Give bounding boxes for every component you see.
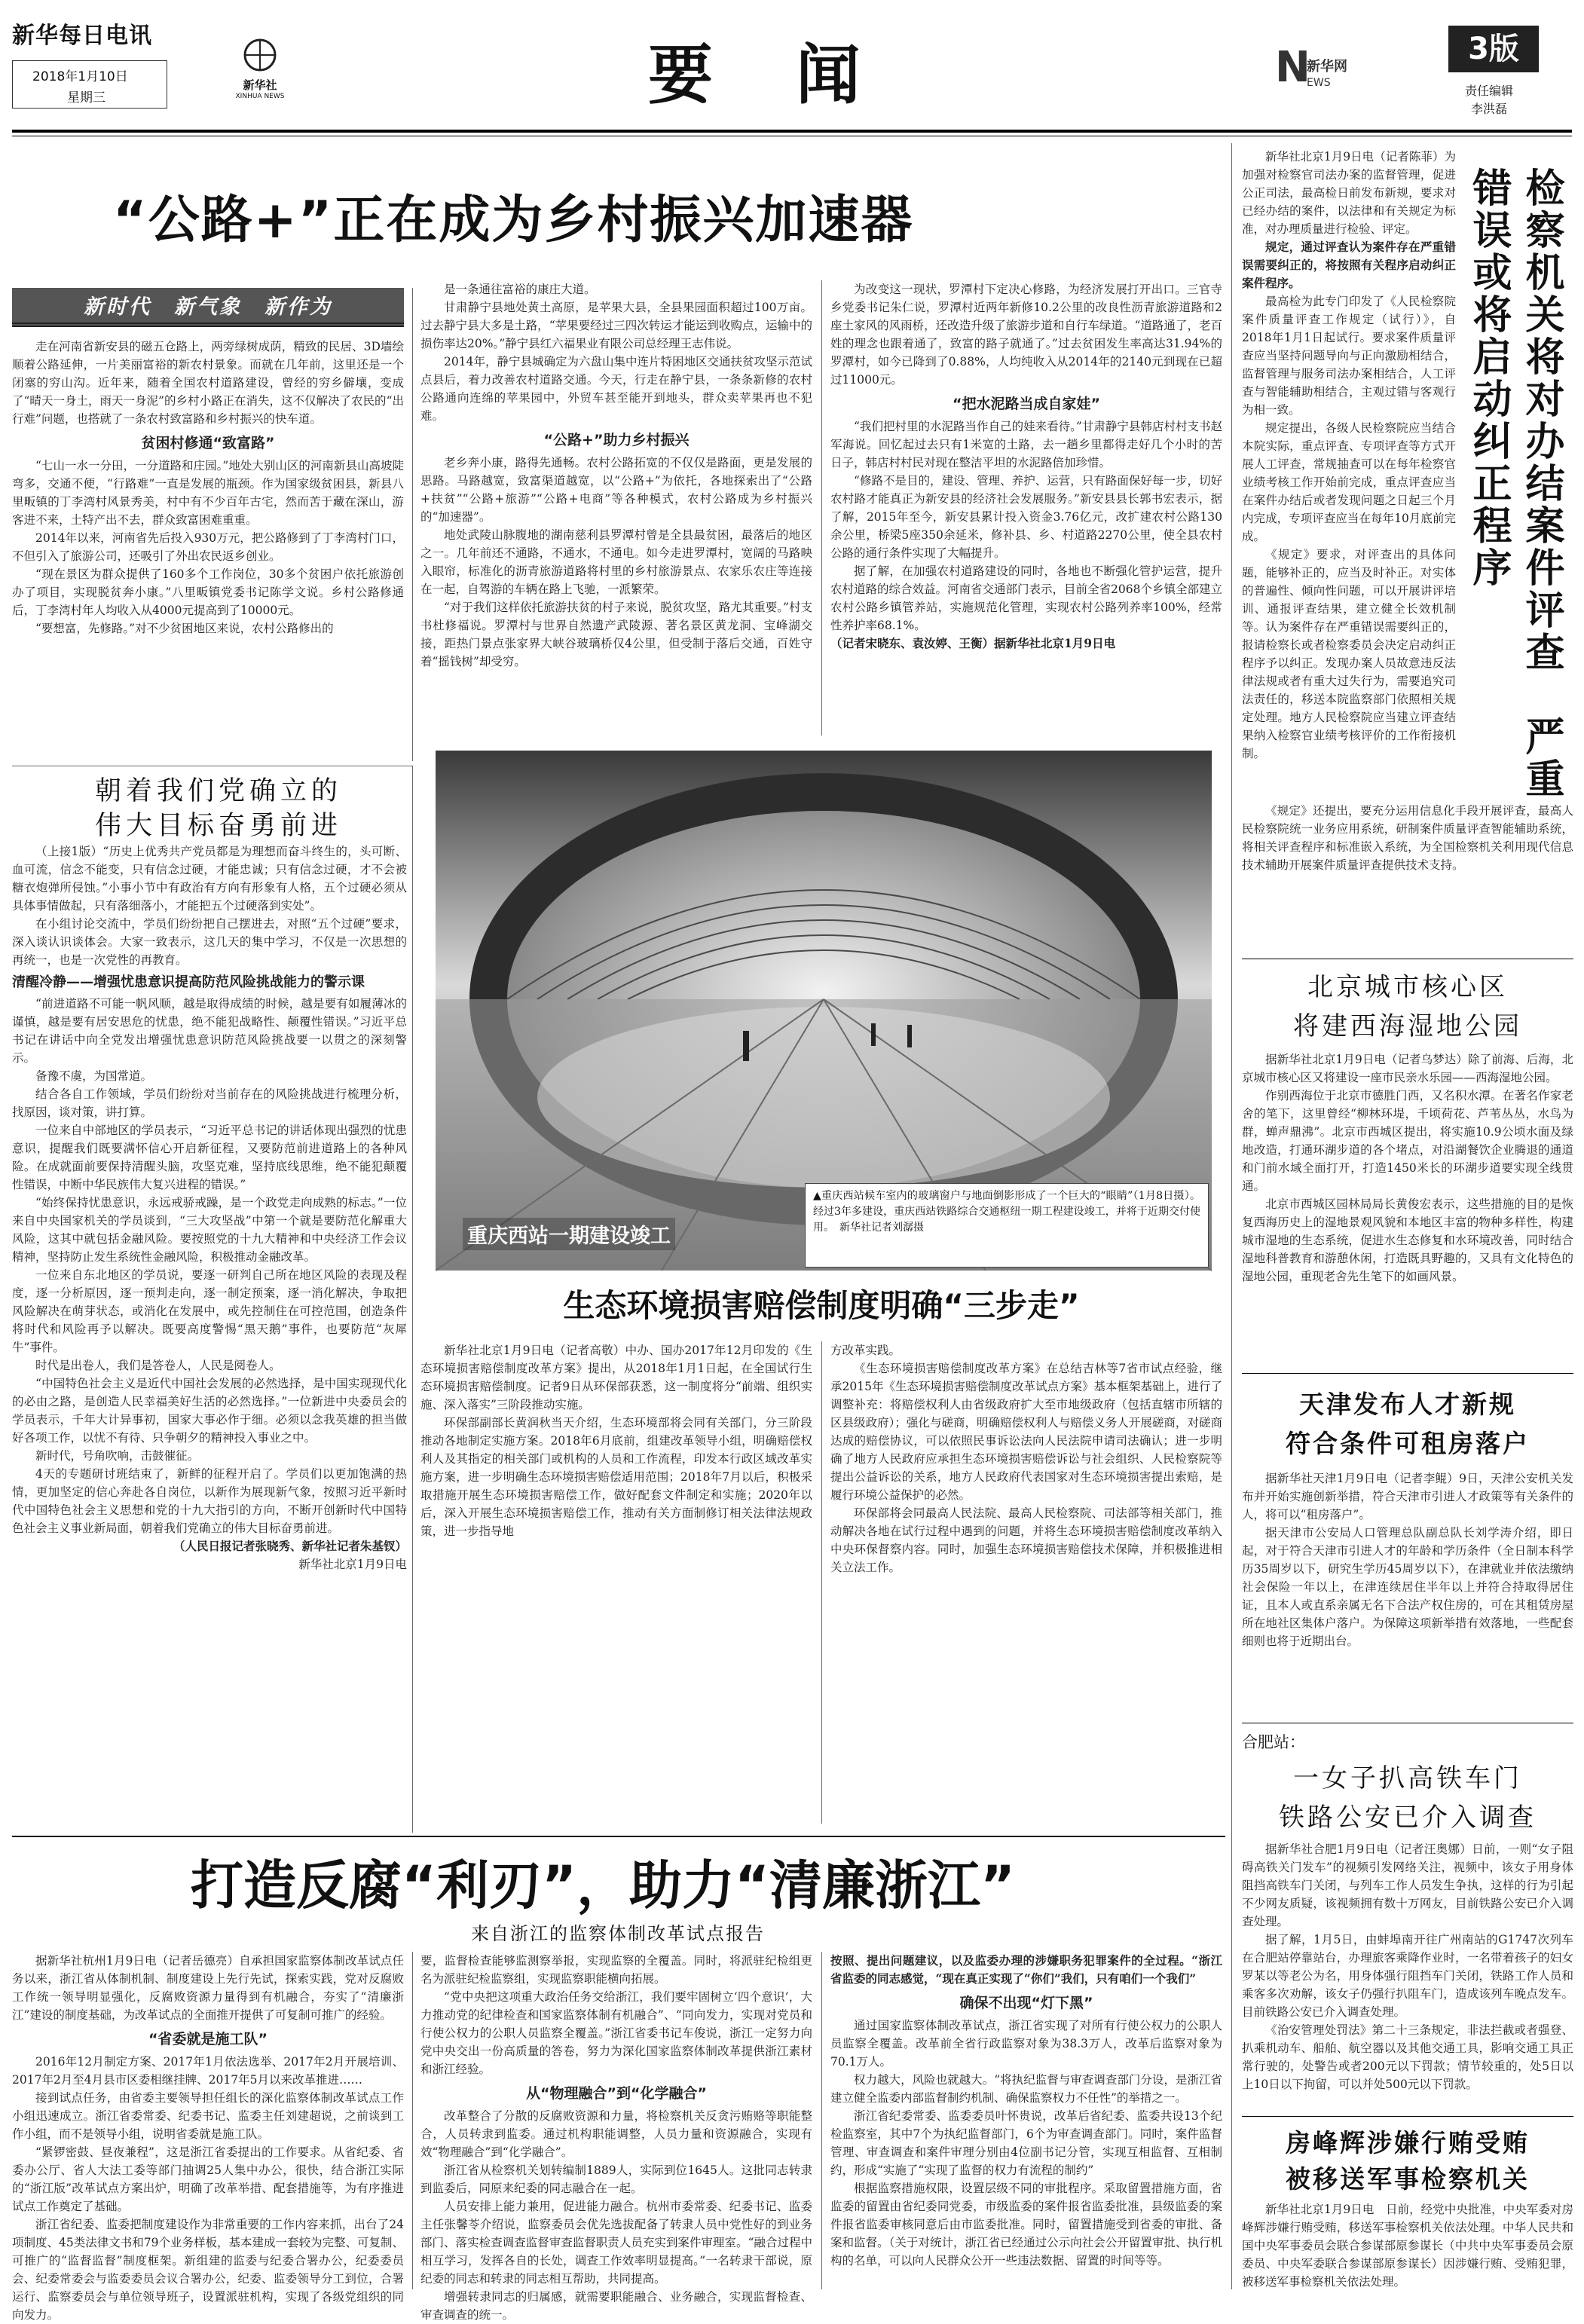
svg-text:新华网: 新华网 <box>1307 59 1347 75</box>
procuratorate-col <box>1242 148 1456 799</box>
eco-col2 <box>830 1341 1222 1831</box>
zhejiang-col1 <box>12 1952 404 2322</box>
zhejiang-subhead-1: “省委就是施工队” <box>148 2031 268 2047</box>
headline-fang-line1: 房峰辉涉嫌行贿受贿 <box>1286 2128 1530 2157</box>
section-rule <box>1242 2116 1573 2117</box>
road-p1: “七山一水一分田，一分道路和庄园。”地处大别山区的河南新县山高坡陡弯多，交通不便，“行路难”一直是发展的瓶颈。作为国家级贫困县，新县八里畈镇的丁李湾村风景秀美，村中有不少百年古宅，然而苦于藏在深山，游客进不来，土特产出不去，群众致富困难重重。 <box>12 459 404 527</box>
road-p2: 2014年以来，河南省先后投入930万元，把公路修到了丁李湾村门口，不但引入了旅游公司，还吸引了外出农民返乡创业。 <box>12 531 404 563</box>
hefei-p3: 《治安管理处罚法》第二十三条规定，非法拦截或者强登、扒乘机动车、船舶、航空器以及其他交通工具，影响交通工具正常行驶的，处警告或者200元以下罚款；情节较重的，处5日以上10日以下拘留，可以并处500元以下罚款。 <box>1242 2023 1573 2091</box>
party-p9: 时代是出卷人，我们是答卷人，人民是阅卷人。 <box>35 1359 281 1372</box>
road-c2p4: 老乡奔小康，路得先通畅。农村公路拓宽的不仅仅是路面，更是发展的思路。马路越宽，致富渠道越宽，以“公路+”为依托，各地探索出了“公路+扶贫”“公路+旅游”“公路+电商”等各种模式，农村公路成为乡村振兴的“加速器”。 <box>420 456 812 524</box>
road-c2p2: 甘肃静宁县地处黄土高原，是苹果大县，全县果园面积超过100万亩。过去静宁县大多是土路，“苹果要经过三四次转运才能运到收购点，运输中的损伤率达20%。”静宁县红六福果业有限公司总经理王志伟说。 <box>420 301 812 350</box>
party-p1: （上接1版）“历史上优秀共产党员都是为理想而奋斗终生的，头可断、血可流，信念不能变，只有信念过硬，才能忠诚；只有信念过硬，才不会被糖衣炮弹所侵蚀。”小事小节中有政治有方向有形象有人格，五个过硬必须从具体事情做起，只有落细落小，才能把五个过硬落到实处”。 <box>12 845 407 913</box>
party-p4: 备豫不虞，为国常道。 <box>35 1069 153 1083</box>
party-p10: “中国特色社会主义是近代中国社会发展的必然选择，是中国实现现代化的必由之路，是创造人民幸福美好生活的必然选择。”一位新进中央委员会的学员表示，千年大计异事初，国家大事必作于细。必须以念我英雄的担当做好各项工作，以忧不有待、只争朝夕的精神投入事业之中。 <box>12 1377 407 1445</box>
party-col <box>12 842 407 1831</box>
masthead-rule <box>12 130 1572 133</box>
road-c3p3: “修路不是目的，建设、管理、养护、运营，只有路面保好每一步，切好农村路才能真正为新安县的经济社会发展服务。”新安县县长郭书宏表示，据了解，2015年至今，新安县累计投入资金3.76亿元，改扩建农村公路130余公里，桥梁5座350余延米，修补县、乡、村道路2270公里，使全县农村公路的通行条件实现了大幅提升。 <box>830 474 1222 560</box>
hefei-p1: 据新华社合肥1月9日电（记者汪奥娜）日前，一则“女子阻碍高铁关门发车”的视频引发网络关注，视频中，该女子用身体阻挡高铁车门关闭，与列车工作人员发生争执，这样的行为引起不少网友质疑，该视频拥有数十万网友，目前铁路公安已介入调查处理。 <box>1242 1842 1573 1928</box>
road-p3: “现在景区为群众提供了160多个工作岗位，30多个贫困户依托旅游创办了项目，实现脱贫奔小康。”八里畈镇党委书记陈学文说。乡村公路修通后，丁李湾村年人均收入从4000元提高到了10000元。 <box>12 567 404 617</box>
procuratorate-p2: 规定，通过评查认为案件存在严重错误需要纠正的，将按照有关程序启动纠正案件程序。 <box>1242 240 1456 290</box>
road-col2 <box>420 280 812 735</box>
section-title: 要 闻 <box>648 37 870 113</box>
procuratorate-col-wide <box>1242 802 1573 953</box>
eco-p4: 《生态环境损害赔偿制度改革方案》在总结吉林等7省市试点经验，继承2015年《生态环境损害赔偿制度改革试点方案》基本框架基础上，进行了调整补充：将赔偿权利人由省级政府扩大至市地级政府（包括直辖市所辖的区县级政府）；强化与磋商，明确赔偿权利人与赔偿义务人开展磋商，对磋商达成的赔偿协议，可以依照民事诉讼法向人民法院申请司法确认；进一步明确了地方人民政府应承担生态环境损害赔偿诉讼与社会组织、人民检察院等提出公益诉讼的关系，地方人民政府代表国家对生态环境损害提出索赔，是履行环境公益保护的必然。 <box>830 1362 1222 1502</box>
eco-p3: 方改革实践。 <box>830 1344 901 1357</box>
eco-p1: 新华社北京1月9日电（记者高敬）中办、国办2017年12月印发的《生态环境损害赔偿制度改革方案》提出，从2018年1月1日起，在全国试行生态环境损害赔偿制度。记者9日从环保部获悉，这一制度将分“前端、组织实施、深入落实”三阶段推动实施。 <box>420 1344 812 1411</box>
zhejiang-c3p2: 通过国家监察体制改革试点，浙江省实现了对所有行使公权力的公职人员监察全覆盖。改革前全省行政监察对象为38.3万人，改革后监察对象为70.1万人。 <box>830 2019 1222 2069</box>
road-c3p2: “我们把村里的水泥路当作自己的娃来看待。”甘肃静宁县韩店村村支书赵军海说。回忆起过去只有1米宽的土路，去一趟乡里都得走好几个小时的苦日子，韩店村村民对现在整洁平坦的水泥路倍加珍惜。 <box>830 420 1222 469</box>
zhejiang-p4: “紧锣密鼓、昼夜兼程”，这是浙江省委提出的工作要求。从省纪委、省委办公厅、省人大法工委等部门抽调25人集中办公，很快，结合浙江实际的“浙江版”改革试点方案出炉，明确了改革举措、配套措施等，为有序推进试点工作奠定了基础。 <box>12 2145 404 2213</box>
party-p11: 新时代，号角吹响，击鼓催征。 <box>35 1449 200 1463</box>
issue-date: 2018年1月10日 <box>32 69 128 84</box>
headline-party-line1: 朝着我们党确立的 <box>94 776 342 806</box>
zhejiang-c3p3: 权力越大，风险也就越大。“将执纪监督与审查调查部门分设，是浙江省建立健全监委内部监督制约机制、确保监察权力不任性”的举措之一。 <box>830 2073 1222 2105</box>
page-number-box <box>1448 26 1539 72</box>
beijing-p3: 北京市西城区园林局局长黄俊宏表示，这些措施的目的是恢复西海历史上的湿地景观风貌和本地区丰富的物种多样性，构建城市湿地的生态系统，促进水生态修复和水环境改善，同时结合湿地科普教育和游憩休闲，打造既具野趣的，又具有文化特色的湿地公园，重现老舍先生笔下的如画风景。 <box>1242 1197 1573 1283</box>
eco-p5: 环保部将会同最高人民法院、最高人民检察院、司法部等相关部门，推动解决各地在试行过程中遇到的问题，并将生态环境损害赔偿制度改革纳入中央环保督察内容。同时，加强生态环境损害赔偿技术保障，并积极推进相关立法工作。 <box>830 1506 1222 1574</box>
logo-left-text: 新华社 <box>243 78 277 92</box>
eco-col1 <box>420 1341 812 1831</box>
col-divider <box>412 1952 413 2289</box>
station-photo <box>436 751 1212 1271</box>
road-subhead-3: “把水泥路当成自家娃” <box>953 396 1100 412</box>
tianjin-col <box>1242 1469 1573 1718</box>
zhejiang-col3 <box>830 1952 1222 2289</box>
zhejiang-p5: 浙江省纪委、监委把制度建设作为非常重要的工作内容来抓，出台了24项制度、45类法律文书和79个业务样板，基本建成一套较为完整、可复制、可推广的“监督监督”制度框架。新组建的监委与纪委合署办公，纪委委员会、纪委常委会与监委委员会议合署办公，纪委、监委领导分工到位，合署运行、监察委员会与单位领导班子，设置派驻机构，实现了各级党组织的同向发力。 <box>12 2218 404 2322</box>
zhejiang-p3: 接到试点任务，由省委主要领导担任组长的深化监察体制改革试点工作小组迅速成立。浙江省委常委、纪委书记、监委主任刘建超说，之前谈到工作小组，而不是领导小组，说明省委就是施工队。 <box>12 2091 404 2141</box>
zhejiang-c2p3: 改革整合了分散的反腐败资源和力量，将检察机关反贪污贿赂等职能整合，人员转隶到监委。通过机构职能调整，人员力量和资源融合，实现有效“物理融合”到“化学融合”。 <box>420 2109 812 2159</box>
page-number: 3版 <box>1468 32 1519 66</box>
col-divider <box>1231 143 1232 1153</box>
road-c2p3: 2014年，静宁县城确定为六盘山集中连片特困地区交通扶贫攻坚示范试点县后，着力改善农村道路交通。今天，行走在静宁县，一条条新修的农村公路通向连绵的苹果园中，外贸车甚至能开到地头，群众卖苹果再也不犯难。 <box>420 355 812 423</box>
headline-hefei-line2: 铁路公安已介入调查 <box>1279 1803 1537 1833</box>
party-credit: （人民日报记者张晓秀、新华社记者朱基钗） <box>173 1539 407 1553</box>
col-divider <box>1231 1153 1232 2289</box>
zhejiang-subhead-2: 从“物理融合”到“化学融合” <box>526 2085 707 2102</box>
beijing-p2: 作别西海位于北京市德胜门西，又名积水潭。在著名作家老舍的笔下，这里曾经“柳林环堤，千顷荷花、芦苇丛丛，水鸟为群，蝉声鼎沸”。北京市西城区提出，将实施10.9公顷水面及绿地改造，打通环湖步道的各个堵点，对沿湖餐饮企业腾退的通道和门前水域全面打开，打造1450米长的环湖步道要实现全线贯通。 <box>1242 1089 1573 1193</box>
road-c3p4: 据了解，在加强农村道路建设的同时，各地也不断强化管护运营，提升农村道路的综合效益。河南省交通部门表示，目前全省2068个乡镇全部建立农村公路乡镇管养站，实施规范化管理，实现农村公路列养率100%，经常性养护率68.1%。 <box>830 564 1222 632</box>
logo-left-sub: XINHUA NEWS <box>235 93 285 100</box>
zhejiang-p1: 据新华社杭州1月9日电（记者岳德亮）自承担国家监察体制改革试点任务以来，浙江省从体制机制、制度建设上先行先试，探索实践，党对反腐败工作统一领导明显强化，反腐败资源力量得到有机融合，夯实了“清廉浙江”建设的制度基础，为改革试点的全面推开提供了可复制可推广的经验。 <box>12 1954 404 2022</box>
beijing-col <box>1242 1050 1573 1367</box>
col-divider <box>412 288 413 761</box>
masthead <box>0 0 1584 134</box>
headline-party-line2: 伟大目标奋勇前进 <box>94 811 342 841</box>
zhejiang-subhead-3: 确保不出现“灯下黑” <box>959 1995 1093 2011</box>
headline-eco: 生态环境损害赔偿制度明确“三步走” <box>563 1287 1080 1324</box>
zhejiang-c3p1: 按照、提出问题建议，以及监委办理的涉嫌职务犯罪案件的全过程。“浙江省监委的同志感觉，“现在真正实现了“你们”我们，只有咱们一个我们” <box>830 1953 1222 1986</box>
eco-p2: 环保部副部长黄润秋当天介绍，生态环境部将会同有关部门，分三阶段推动各地制定实施方案。2018年6月底前，组建改革领导小组，明确赔偿权利人及其指定的相关部门或机构的人员和工作流程，印发本行政区域改革实施方案，进一步明确生态环境损害赔偿适用范围；2018年7月以后，积极采取措施开展生态环境损害赔偿工作，做好配套文件制定和实施；2020年以后，深入开展生态环境损害赔偿工作，推动有关方面制修订相关法律法规政策，进一步指导地 <box>420 1416 812 1538</box>
fang-p1: 新华社北京1月9日电 日前，经党中央批准，中央军委对房峰辉涉嫌行贿受贿，移送军事检察机关依法处理。中华人民共和国中央军事委员会联合参谋部原参谋长（中共中央军事委员会原委员、中央军委联合参谋部原参谋长）因涉嫌行贿、受贿犯罪，被移送军事检察机关依法处理。 <box>1242 2203 1573 2289</box>
editor-label: 责任编辑 <box>1465 84 1514 98</box>
headline-zhejiang: 打造反腐“利刃”，助力“清廉浙江” <box>190 1855 1016 1916</box>
party-p12: 4天的专题研讨班结束了，新鲜的征程开启了。学员们以更加饱满的热情，更加坚定的信心奔赴各自岗位，以新作为展现新气象，按照习近平新时代中国特色社会主义思想和党的十九大指引的方向，不断开创新时代中国特色社会主义事业新局面，朝着我们党确立的伟大目标奋勇前进。 <box>12 1467 407 1535</box>
photo-caption-title: 重庆西站一期建设竣工 <box>463 1218 675 1250</box>
svg-text:EWS: EWS <box>1307 77 1331 89</box>
party-p2: 在小组讨论交流中，学员们纷纷把自己摆进去，对照“五个过硬”要求，深入谈认识谈体会。大家一致表示，这几天的集中学习，不仅是一次思想的再统一，也是一次党性的再教育。 <box>12 917 407 967</box>
col-divider <box>821 1341 822 1824</box>
road-c2p1: 是一条通往富裕的康庄大道。 <box>444 283 596 296</box>
col-divider <box>821 1952 822 2289</box>
road-subhead-2: “公路+”助力乡村振兴 <box>543 432 690 448</box>
svg-text:N: N <box>1275 43 1310 92</box>
zhejiang-c2p5: 人员安排上能力兼用，促进能力融合。杭州市委常委、纪委书记、监委主任张馨苓介绍说，监察委员会优先选拔配备了转隶人员中党性好的到业务部门、落实检查调查监督审查监督职责人员充实到案件审理室。“融合过程中相互学习，发挥各自的长处，调查工作效率明显提高。”一名转隶干部说，原纪委的同志和转隶的同志相互帮助，共同提高。 <box>420 2200 812 2286</box>
road-subhead-1: 贫困村修通“致富路” <box>141 435 275 451</box>
photo-caption-box <box>805 1183 1209 1267</box>
col-divider <box>821 280 822 735</box>
procuratorate-p6: 《规定》还提出，要充分运用信息化手段开展评查，最高人民检察院统一业务应用系统，研制案件质量评查智能辅助系统，将相关评查程序和标准嵌入系统，为全国检察机关利用现代信息技术辅助开展案件质量评查提供技术支持。 <box>1242 804 1573 872</box>
zhejiang-p2: 2016年12月制定方案、2017年1月依法选举、2017年2月开展培训、2017年2月至4月县市区委相继挂牌、2017年5月以来改革推进…… <box>12 2055 404 2087</box>
hefei-kicker: 合肥站： <box>1242 1733 1305 1751</box>
road-c3p1: 为改变这一现状，罗潭村下定决心修路，为经济发展打开出口。三官寺乡党委书记朱仁说，罗潭村近两年新修10.2公里的改良性沥青旅游道路和2座土家风的风雨桥，还改造升级了旅游步道和自行车绿道。“道路通了，老百姓的理念也跟着通了，致富的路子就通了。”过去贫困发生率高达31.94%的罗潭村，如今已降到了0.88%，人均纯收入从2014年的2140元到现在已超过11000元。 <box>830 283 1222 387</box>
procuratorate-p5: 《规定》要求，对评查出的具体问题，能够补正的，应当及时补正。对实体的普遍性、倾向性问题，可以开展讲评培训、通报评查结果，建立健全长效机制等。认为案件存在严重错误需要纠正的，报请检察长或者检察委员会决定启动纠正程序予以纠正。发现办案人员故意违反法律法规或者有重大过失行为，需要追究司法责任的，移送本院监察部门依照相关规定处理。地方人民检察院应当建立评查结果纳入检察官业绩考核评价的工作衔接机制。 <box>1242 548 1456 760</box>
fang-col <box>1242 2200 1573 2289</box>
zhejiang-c2p2: “党中央把这项重大政治任务交给浙江，我们要牢固树立‘四个意识’，大力推动党的纪律检查和国家监察体制有机融合”、“同向发力，实现对党员和行使公权力的公职人员监察全覆盖。”浙江省委书记车俊说，浙江一定努力向党中央交出一份高质量的答卷，努力为深化国家监察体制改革提供浙江素材和浙江经验。 <box>420 1990 812 2076</box>
road-col3 <box>830 280 1222 735</box>
headline-procuratorate <box>1462 167 1575 800</box>
headline-tianjin-line2: 符合条件可租房落户 <box>1286 1429 1530 1458</box>
party-p3: “前进道路不可能一帆风顺，越是取得成绩的时候，越是要有如履薄冰的谨慎，越是要有居安思危的忧患，绝不能犯战略性、颠覆性错误。”习近平总书记在讲话中向全党发出增强忧患意识防范风险挑战要一以贯之的深刻警示。 <box>12 997 407 1065</box>
headline-fang-line2: 被移送军事检察机关 <box>1286 2164 1530 2194</box>
road-col1 <box>12 338 404 761</box>
zhejiang-c3p5: 根据监察措施权限，设置层级不同的审批程序。采取留置措施方面，省监委的留置由省纪委同党委，市级监委的案件报省监委批准，县级监委的案件报省监委审核同意后由市监委批准。同时，留置措施受到省委的审批、备案和监督。（关于对统计，浙江省已经通过公示向社会公开留置审批、执行机构的名单，可以向人民群众公开一些违法数据、留置的时间等等。 <box>830 2182 1222 2267</box>
xinhua-logo <box>226 36 294 109</box>
tianjin-p2: 据天津市公安局人口管理总队副总队长刘学涛介绍，即日起，对于符合天津市引进人才的年龄和学历条件（全日制本科学历35周岁以下，研究生学历45周岁以下），在津就业并依法缴纳社会保险一年以上，在津连续居住半年以上并符合持取得居住证，且本人或直系亲属无名下合法产权住房的，可在其租赁房屋所在地社区集体户落户。为保障这项新举措有效落地，一些配套细则也将于近期出台。 <box>1242 1526 1573 1648</box>
banner-text: 新时代 新气象 新作为 <box>84 295 332 319</box>
issue-weekday: 星期三 <box>67 90 105 105</box>
party-subhead: 清醒冷静——增强忧患意识提高防范风险挑战能力的警示课 <box>12 974 365 990</box>
subtitle-zhejiang: 来自浙江的监察体制改革试点报告 <box>471 1923 765 1944</box>
party-credit2: 新华社北京1月9日电 <box>298 1558 407 1571</box>
paper-name: 新华每日电讯 <box>12 23 152 49</box>
hefei-col <box>1242 1840 1573 2111</box>
procuratorate-p1: 新华社北京1月9日电（记者陈菲）为加强对检察官司法办案的监督管理，促进公正司法，最高检日前发布新规，要求对已经办结的案件，以法律和有关规定为标准，对办理质量进行检验、评定。 <box>1242 150 1456 236</box>
photo-caption-text: ▲重庆西站候车室内的玻璃窗户与地面倒影形成了一个巨大的“眼睛”（1月8日摄）。经过3年多建设，重庆西站铁路综合交通枢纽一期工程建设竣工，并将于近期交付使用。 新华社记者刘潺摄 <box>813 1190 1200 1234</box>
road-byline: （记者宋晓东、袁汝婷、王衡）据新华社北京1月9日电 <box>830 636 1116 650</box>
headline-beijing-line1: 北京城市核心区 <box>1307 972 1508 1002</box>
headline-road: “公路+”正在成为乡村振兴加速器 <box>113 191 914 250</box>
section-rule-heavy <box>12 1836 1225 1837</box>
col-divider <box>412 766 413 1833</box>
zhejiang-c2p4: 浙江省从检察机关划转编制1889人，实际到位1645人。这批同志转隶到监委后，同原来纪委的同志融合在一起。 <box>420 2163 812 2195</box>
xinhuanet-logo-icon <box>1274 42 1356 95</box>
road-c2p5: 地处武陵山脉腹地的湖南慈利县罗潭村曾是全县最贫困，最落后的地区之一。几年前还不通路，不通水，不通电。如今走进罗潭村，宽阔的马路映入眼帘，标准化的沥青旅游道路将村里的乡村旅游景点、农家乐农庄等连接在一起，自驾游的车辆在路上飞驰，一派繁荣。 <box>420 528 812 596</box>
party-p5: 结合各自工作领域，学员们纷纷对当前存在的风险挑战进行梳理分析，找原因，谈对策，讲打算。 <box>12 1087 407 1119</box>
headline-procuratorate-text: 检察机关将对办结案件评查 严重错误或将启动纠正程序 <box>1466 167 1564 800</box>
xinhua-logo-icon <box>235 36 285 74</box>
procuratorate-p3: 最高检为此专门印发了《人民检察院案件质量评查工作规定（试行）》，自2018年1月1日起试行。要求案件质量评查应当坚持问题导向与正向激励相结合，监督管理与服务司法办案相结合，人工评查与智能辅助相结合，主观过错与客观行为相一致。 <box>1242 295 1456 417</box>
banner-new-era <box>12 288 404 327</box>
tianjin-p1: 据新华社天津1月9日电（记者李鲲）9日，天津公安机关发布并开始实施创新举措，符合天津市引进人才政策等有关条件的人，将可以“租房落户”。 <box>1242 1472 1573 1521</box>
procuratorate-p4: 规定提出，各级人民检察院应当结合本院实际，重点评查、专项评查等方式开展人工评查，常规抽查可以在每年检察官业绩考核工作开始前完成，重点评查应当在案件办结后或者发现问题之日起三个月内完成，专项评查应当在每年10月底前完成。 <box>1242 421 1456 543</box>
party-p8: 一位来自东北地区的学员说，要逐一研判自己所在地区风险的表现及程度，逐一分析原因，逐一预判走向，逐一制定预案，逐一消化解决，争取把风险解决在萌芽状态，或消化在发展中，或先控制住在可控范围，创造条件将时代和风险再予以解决。既要高度警惕“黑天鹅”事件，也要防范“灰犀牛”事件。 <box>12 1268 407 1354</box>
party-p6: 一位来自中部地区的学员表示，“习近平总书记的讲话体现出强烈的忧患意识，提醒我们既要满怀信心开启新征程，又要防范前进道路上的各种风险。在成就面前要保持清醒头脑，攻坚克难，坚持底线思维，绝不能犯颠覆性错误，中断中华民族伟大复兴进程的错误。” <box>12 1124 407 1191</box>
road-c2p6: “对于我们这样依托旅游扶贫的村子来说，脱贫攻坚，路尤其重要。”村支书杜修福说。罗潭村与世界自然遗产武陵源、著名景区黄龙洞、宝峰湖交接，距热门景点张家界大峡谷玻璃桥仅4公里，但受制于落后交通，百姓守着“摇钱树”却受穷。 <box>420 601 812 668</box>
news-logo <box>1274 42 1364 102</box>
headline-hefei-line1: 一女子扒高铁车门 <box>1293 1763 1522 1793</box>
party-p7: “始终保持忧患意识，永远戒骄戒躁，是一个政党走向成熟的标志。”一位来自中央国家机关的学员谈到，“三大攻坚战”中第一个就是要防范化解重大风险，这其中就包括金融风险。要按照党的十九大精神和中央经济工作会议精神，坚持防止发生系统性金融风险，积极推动金融改革。 <box>12 1196 407 1264</box>
beijing-p1: 据新华社北京1月9日电（记者乌梦达）除了前海、后海，北京城市核心区又将建设一座市民亲水乐园——西海湿地公园。 <box>1242 1053 1573 1084</box>
road-p4: “要想富，先修路。”对不少贫困地区来说，农村公路修出的 <box>35 622 334 635</box>
section-rule <box>1242 1373 1573 1374</box>
zhejiang-c3p4: 浙江省纪委常委、监委委员叶怀贵说，改革后省纪委、监委共设13个纪检监察室，其中7个为执纪监督部门，6个为审查调查部门。同时，案件监督管理、审查调查和案件审理分别由4位副书记分管，实现互相监督、互相制约，形成“实施了“实现了监督的权力有流程的制约” <box>830 2109 1222 2177</box>
headline-beijing-line2: 将建西海湿地公园 <box>1293 1011 1522 1041</box>
hefei-p2: 据了解，1月5日，由蚌埠南开往广州南站的G1747次列车在合肥站停靠站台，办理旅客乘降作业时，一名带着孩子的妇女罗某以等老公为名，用身体强行阻挡车门关闭，铁路工作人员和乘客多次劝解，该女子仍强行扒阻车门，造成该列车晚点发车。目前铁路公安已介入调查处理。 <box>1242 1933 1573 2019</box>
zhejiang-c2p1: 要，监督检查能够监测察举报，实现监察的全覆盖。同时，将派驻纪检组更名为派驻纪检监察组，实现监察职能横向拓展。 <box>420 1954 812 1986</box>
zhejiang-col2 <box>420 1952 812 2322</box>
editor-name: 李洪磊 <box>1471 102 1508 116</box>
date-box <box>12 60 167 109</box>
zhejiang-c2p6: 增强转隶同志的归属感，就需要职能融合、业务融合，实现监督检查、审查调查的统一。 <box>420 2290 812 2322</box>
headline-tianjin-line1: 天津发布人才新规 <box>1299 1390 1516 1419</box>
road-lead: 走在河南省新安县的磁五仓路上，两旁绿树成荫，精致的民居、3D墙绘顺着公路延伸，一片美丽富裕的新农村景象。而就在几年前，这里还是一个闭塞的穷山沟。近年来，随着全国农村道路建设，曾经的穷乡僻壤，变成了“晴天一身土，雨天一身泥”的乡村小路正在消失，这不仅解决了农民的“出行难”问题，也搭就了一条农村致富路和乡村振兴的快车道。 <box>12 340 404 426</box>
